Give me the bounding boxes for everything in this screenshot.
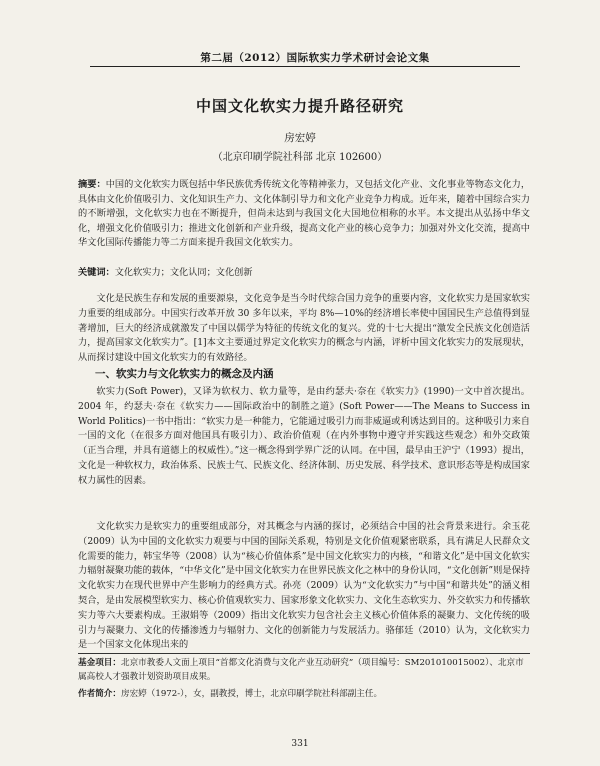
- author-name: 房宏婷: [284, 132, 316, 144]
- body-paragraph-1: 软实力(Soft Power)，又译为软权力、软力量等，是由约瑟夫·奈在《软实力》(1990)一文中首次提出。2004 年，约瑟夫·奈在《软实力——国际政治中的制胜之道》(Soft Power——The Means to Success in World Politics)一书中指出：“软实力是一种能力，它能通过吸引力而非威逼或利诱达到目的。这种吸引力来自一国的文化（在很多方面对他国具有吸引力）、政治价值观（在内外事物中遵守并实践这些观念）和外交政策（正当合理，并具有道德上的权威性）。”这一概念得到学界广泛的认同。在中国，最早由王沪宁（1993）提出，文化是一种软权力，政治体系、民族士气、民族文化、经济体制、历史发展、科学技术、意识形态等是构成国家权力属性的因素。: [78, 386, 530, 486]
- intro-paragraph: 文化是民族生存和发展的重要源泉，文化竞争是当今时代综合国力竞争的重要内容，文化软实力是国家软实力重要的组成部分。中国实行改革开放 30 多年以来，平均 8%—10%的经济增长率使中国国民生产总值得到显著增加，巨大的经济成就激发了中国以儒学为特征的传统文化的复兴。党的十七大提出“激发全民族文化创造活力，提高国家文化软实力”。[1]本文主要通过界定文化软实力的概念与内涵，评析中国文化软实力的发展现状，从而探讨建设中国文化软实力的有效路径。: [78, 293, 530, 364]
- body-paragraph-2: 文化软实力是软实力的重要组成部分，对其概念与内涵的探讨，必须结合中国的社会背景来进行。余玉花（2009）认为中国的文化软实力观要与中国的国际关系观，特别是文化价值观紧密联系，具有满足人民群众文化需要的能力，韩宝华等（2008）认为“核心价值体系”是中国文化软实力的内核，“和谐文化”是中国文化软实力辐射凝聚功能的载体，“中华文化”是中国文化软实力在世界民族文化之林中的身份认同，“文化创新”则是保持文化软实力在现代世界中产生影响力的经典方式。孙亮（2009）认为“文化软实力”与中国“和谐共处”的涵义相契合，是由发展模型软实力、核心价值观软实力、国家形象文化软实力、文化生态软实力、外交软实力和传播软实力等六大要素构成。王淑娟等（2009）指出文化软实力包含社会主义核心价值体系的凝聚力、文化传统的吸引力与凝聚力、文化的传播渗透力与辐射力、文化的创新能力与发展活力。骆郁廷（2010）认为，文化软实力是一个国家文化体现出来的: [78, 521, 530, 651]
- funding-note: [78, 657, 530, 684]
- section-heading: 一、软实力与文化软实力的概念及内涵: [95, 368, 274, 380]
- author-bio-note: [78, 688, 530, 702]
- abstract-text: 中国的文化软实力既包括中华民族优秀传统文化等精神张力，又包括文化产业、文化事业等物态文化力，具体由文化价值吸引力、文化知识生产力、文化体制引导力和文化产业竞争力构成。近年来，随着中国综合实力的不断增强，文化软实力也在不断提升，但尚未达到与我国文化大国地位相称的水平。本文提出从弘扬中华文化，增强文化价值吸引力；推进文化创新和产业升级，提高文化产业的核心竞争力；加强对外文化交流，提高中华文化国际传播能力等二方面来提升我国文化软实力。: [78, 179, 531, 249]
- page-number: 331: [291, 739, 309, 749]
- author-affiliation: （北京印刷学院社科部 北京 102600）: [212, 152, 388, 163]
- keywords: [78, 266, 530, 280]
- abstract: [78, 178, 530, 251]
- author-bio-label: 作者简介：: [78, 689, 121, 699]
- abstract-label: 摘要：: [78, 179, 106, 190]
- keywords-label: 关键词：: [78, 267, 115, 278]
- keywords-text: 文化软实力；文化认同；文化创新: [114, 267, 253, 278]
- header-rule: [90, 66, 520, 67]
- author-bio-text: 房宏婷（1972-），女，副教授，博士，北京印刷学院社科部副主任。: [120, 689, 383, 699]
- funding-label: 基金项目：: [78, 658, 121, 668]
- footnote-rule: [78, 653, 530, 654]
- paper-title: 中国文化软实力提升路径研究: [195, 97, 404, 115]
- funding-text: 北京市教委人文面上项目“首都文化消费与文化产业互动研究”（项目编号：SM201010015002）、北京市属高校人才强教计划资助项目成果。: [78, 658, 524, 682]
- running-header: 第二届（2012）国际软实力学术研讨会论文集: [200, 52, 430, 64]
